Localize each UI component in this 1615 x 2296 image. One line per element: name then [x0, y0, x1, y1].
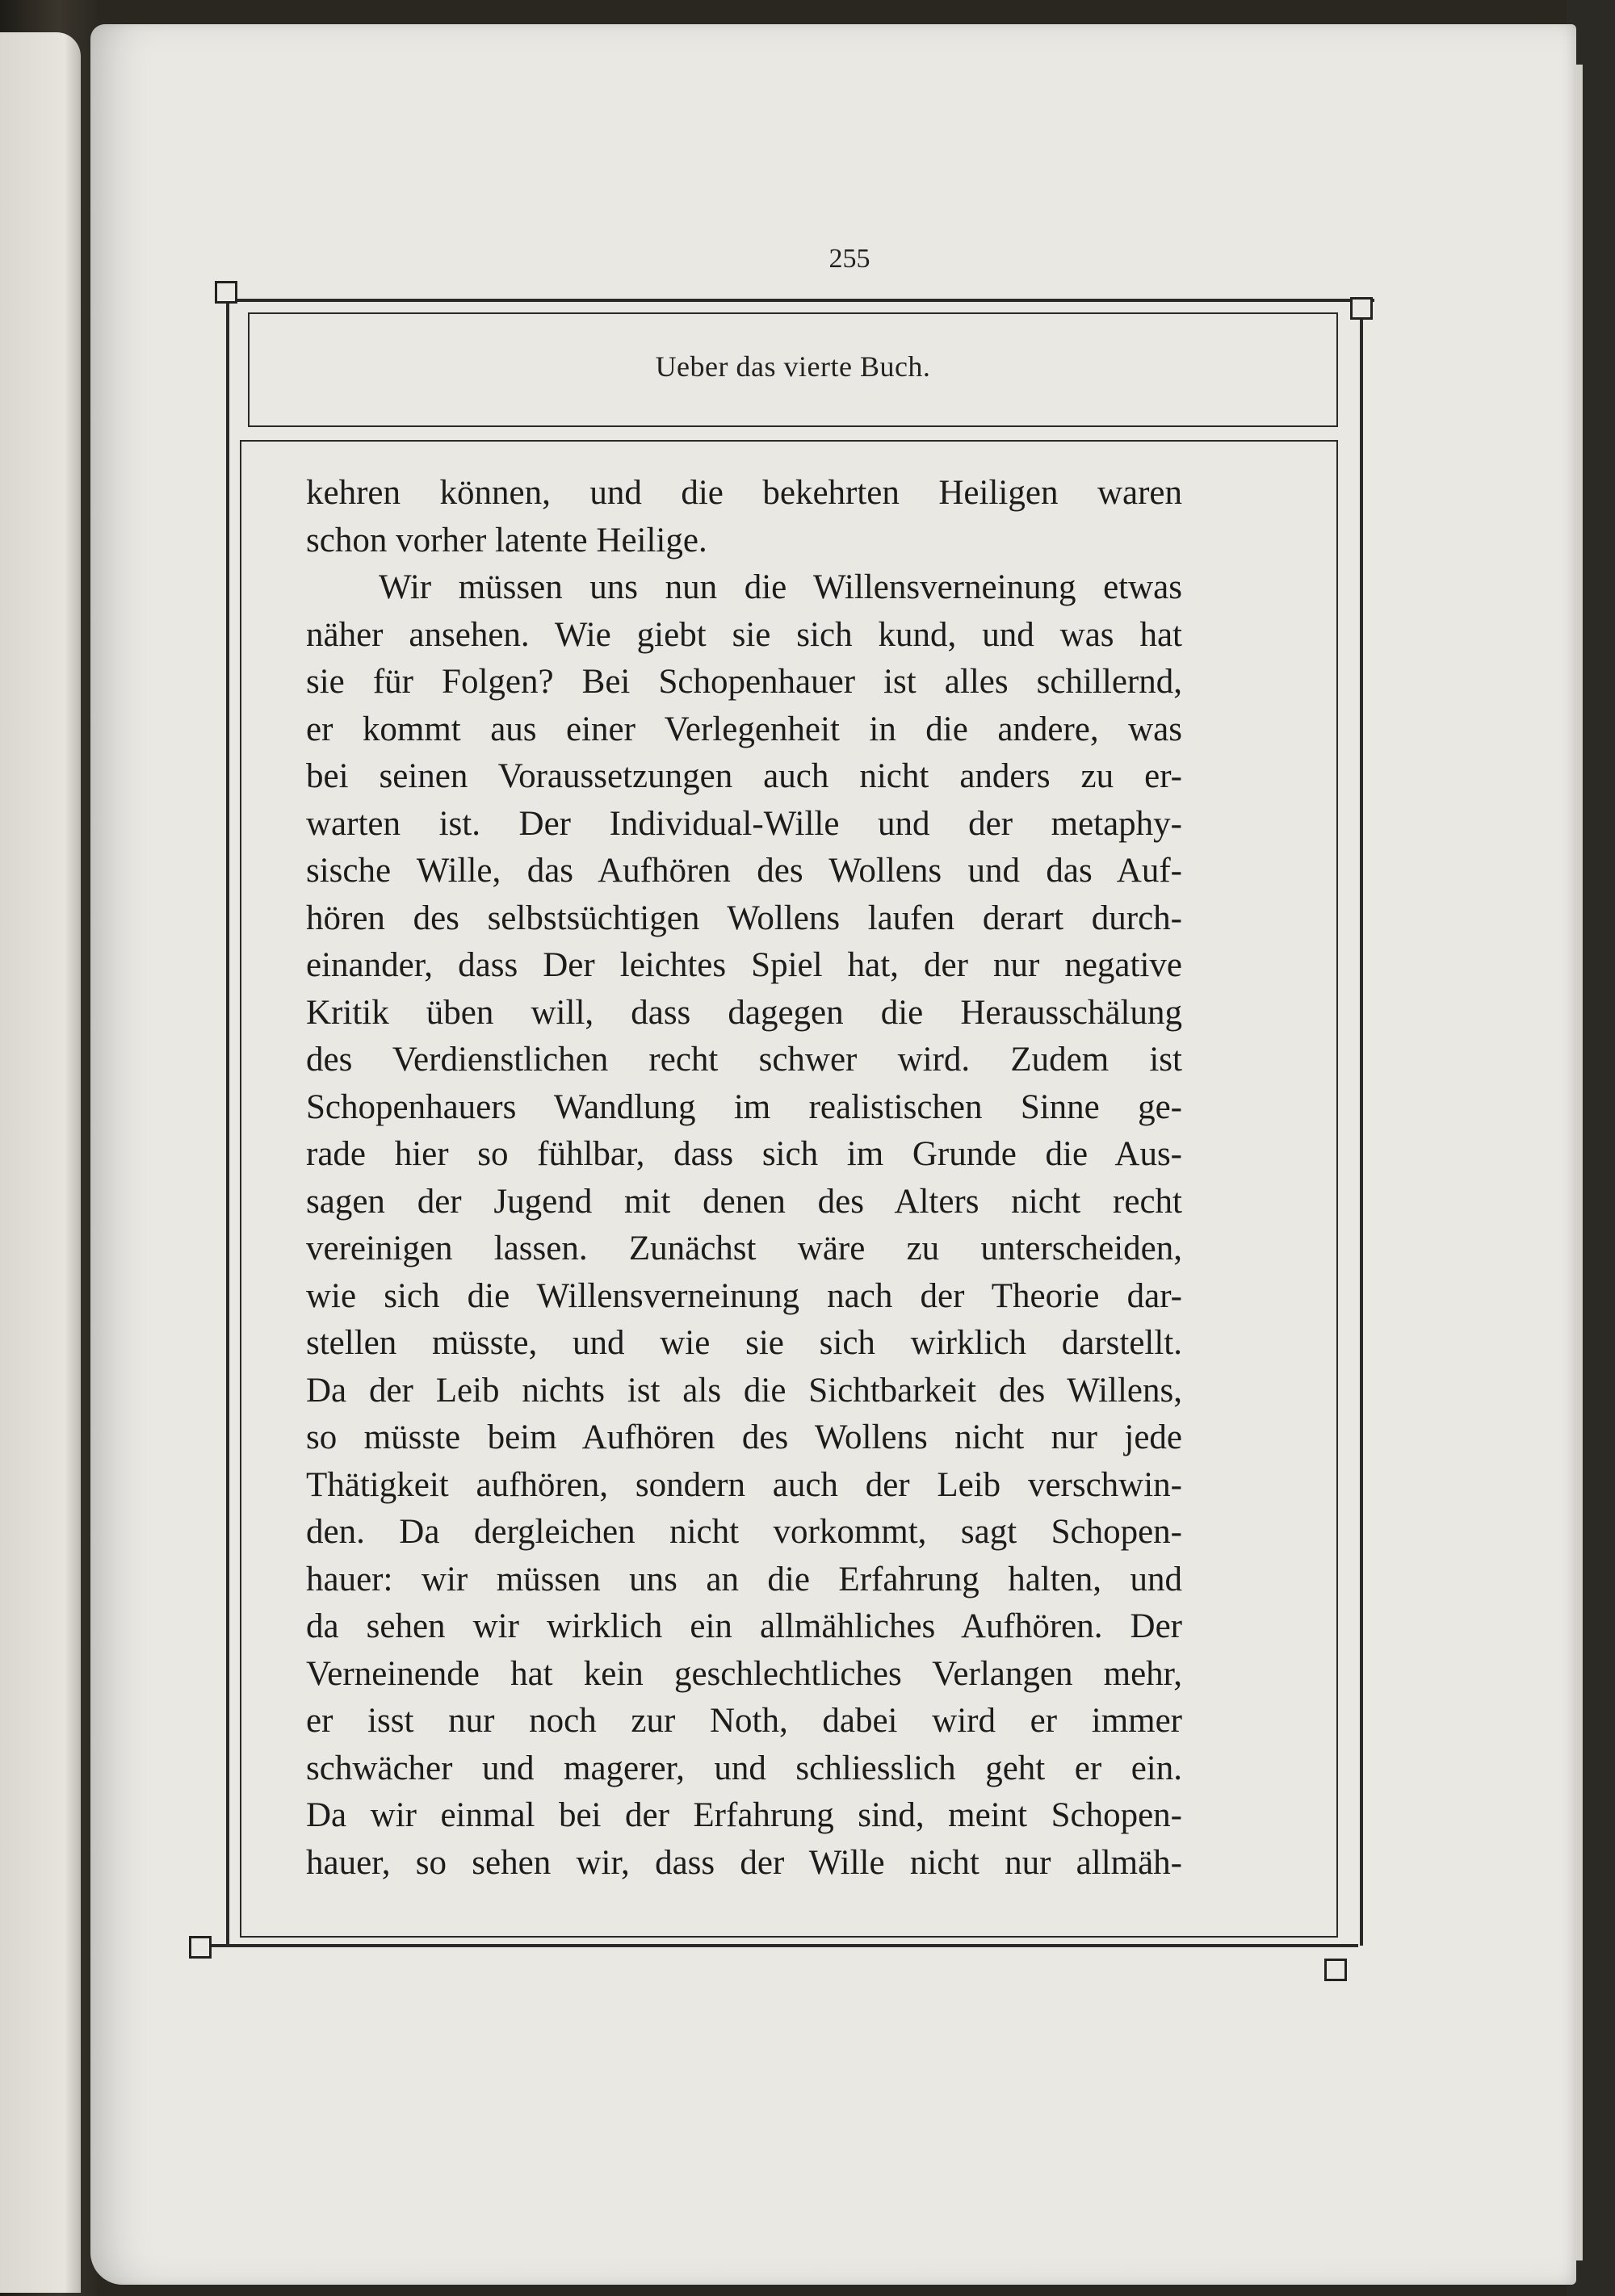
text-line: des Verdienstlichen recht schwer wird. Zudem ist — [306, 1041, 1182, 1079]
text-line: hören des selbstsüchtigen Wollens laufen derart durch- — [306, 899, 1182, 937]
frame-bottom-line — [212, 1944, 1358, 1947]
frame-left-line — [226, 299, 229, 1946]
text-line: schon vorher latente Heilige. — [306, 521, 707, 559]
text-line: Kritik üben will, dass dagegen die Herausschälung — [306, 993, 1182, 1032]
text-line: Wir müssen uns nun die Willensverneinung etwas — [379, 568, 1182, 606]
text-line: rade hier so fühlbar, dass sich im Grunde die Aus- — [306, 1135, 1182, 1173]
text-line: wie sich die Willensverneinung nach der Theorie dar- — [306, 1276, 1182, 1315]
page-number: 255 — [828, 244, 870, 274]
text-line: sagen der Jugend mit denen des Alters nicht recht — [306, 1182, 1182, 1221]
book-page — [90, 24, 1576, 2285]
text-line: einander, dass Der leichtes Spiel hat, der nur negative — [306, 946, 1182, 984]
frame-corner-top-right — [1350, 297, 1373, 320]
text-line: er isst nur noch zur Noth, dabei wird er immer — [306, 1702, 1182, 1740]
text-line: hauer: wir müssen uns an die Erfahrung halten, und — [306, 1560, 1182, 1598]
text-line: sische Wille, das Aufhören des Wollens und das Auf- — [306, 852, 1182, 890]
text-line: Thätigkeit aufhören, sondern auch der Leib verschwin- — [306, 1465, 1182, 1504]
text-line: so müsste beim Aufhören des Wollens nicht nur jede — [306, 1418, 1182, 1456]
text-line: Schopenhauers Wandlung im realistischen Sinne ge- — [306, 1087, 1182, 1126]
text-line: hauer, so sehen wir, dass der Wille nicht nur allmäh- — [306, 1843, 1182, 1882]
text-line: stellen müsste, und wie sie sich wirklich darstellt. — [306, 1324, 1182, 1362]
frame-corner-bottom-right — [1324, 1959, 1347, 1981]
facing-page-edge — [0, 32, 81, 2293]
frame-top-line — [228, 299, 1374, 302]
frame-corner-top-left — [215, 281, 237, 304]
text-line: Verneinende hat kein geschlechtliches Verlangen mehr, — [306, 1654, 1182, 1693]
text-line: kehren können, und die bekehrten Heiligen waren — [306, 474, 1182, 512]
body-text — [306, 470, 1182, 1887]
text-line: bei seinen Voraussetzungen auch nicht anders zu er- — [306, 757, 1182, 795]
body-text-box — [240, 440, 1338, 1938]
text-line: Da der Leib nichts ist als die Sichtbarkeit des Willens, — [306, 1371, 1182, 1410]
frame-corner-bottom-left — [189, 1936, 212, 1959]
running-head-box — [248, 312, 1338, 427]
text-line: den. Da dergleichen nicht vorkommt, sagt Schopen- — [306, 1513, 1182, 1551]
text-line: sie für Folgen? Bei Schopenhauer ist alles schillernd, — [306, 663, 1182, 701]
text-line: er kommt aus einer Verlegenheit in die andere, was — [306, 710, 1182, 748]
text-line: vereinigen lassen. Zunächst wäre zu unterscheiden, — [306, 1230, 1182, 1267]
running-head: Ueber das vierte Buch. — [655, 350, 931, 383]
text-line: warten ist. Der Individual-Wille und der metaphy- — [306, 804, 1182, 843]
text-line: da sehen wir wirklich ein allmähliches Aufhören. Der — [306, 1607, 1182, 1645]
text-line: schwächer und magerer, und schliesslich geht er ein. — [306, 1749, 1182, 1787]
text-line: näher ansehen. Wie giebt sie sich kund, und was hat — [306, 615, 1182, 654]
text-line: Da wir einmal bei der Erfahrung sind, meint Schopen- — [306, 1796, 1182, 1834]
frame-right-line — [1360, 303, 1363, 1946]
